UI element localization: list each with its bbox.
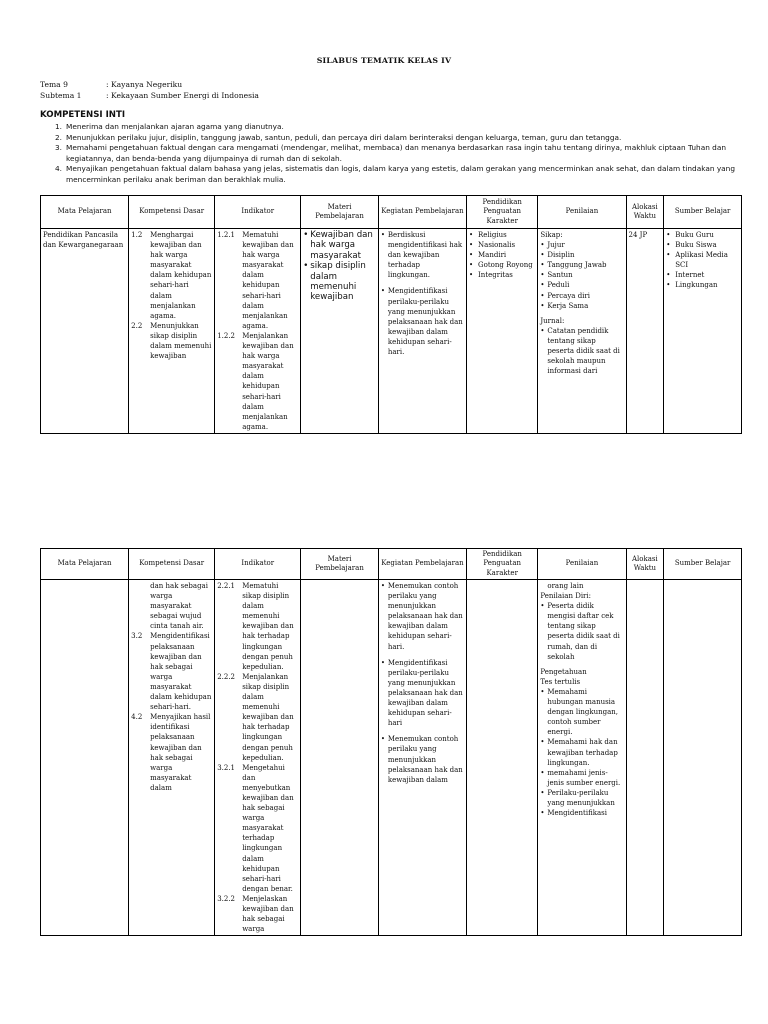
kd-item	[131, 712, 212, 793]
indikator-item	[217, 894, 298, 934]
kd-text: Mengidentifikasi pelaksanaan kewajiban dan hak sebagai warga masyarakat dalam kehidupan sehari-hari.	[150, 632, 212, 712]
ki-item	[40, 164, 752, 185]
header-kegiatan: Kegiatan Pembelajaran	[378, 196, 466, 229]
tema-value: : Kayanya Negeriku	[106, 80, 183, 89]
karakter-item: • Mandiri	[469, 250, 535, 260]
kd-number: 2.2	[131, 321, 143, 330]
cell-waktu	[626, 580, 664, 936]
ki-text: Memahami pengetahuan faktual dengan cara mengamati (mendengar, melihat, membaca) dan menanya berdasarkan rasa ingin tahu tentang dirinya, makhluk ciptaan Tuhan dan kegiatannya, dan benda-benda yang dijumpainya di rumah dan di sekolah.	[66, 143, 726, 163]
karakter-item: • Nasionalis	[469, 240, 535, 250]
cell-waktu	[626, 229, 664, 434]
subtema-value: : Kekayaan Sumber Energi di Indonesia	[106, 91, 259, 100]
indikator-number: 3.2.2	[217, 894, 235, 903]
sikap-item: • Tanggung Jawab	[540, 260, 623, 270]
sikap-item: • Jujur	[540, 240, 623, 250]
sumber-item: • Aplikasi Media SCI	[666, 250, 739, 270]
header-penilaian: Penilaian	[538, 196, 626, 229]
sikap-list	[540, 240, 623, 311]
indikator-number: 1.2.1	[217, 231, 235, 239]
header-penilaian: Penilaian	[538, 549, 626, 580]
sumber-item: • Internet	[666, 270, 739, 280]
sikap-item: • Disiplin	[540, 250, 623, 260]
jurnal-label: Jurnal:	[540, 316, 565, 325]
header-karakter: Pendidikan Penguatan Karakter	[467, 196, 538, 229]
kd-number: 3.2	[131, 632, 143, 641]
tema-label: Tema 9	[40, 80, 68, 89]
indikator-number: 3.2.1	[217, 763, 235, 772]
cell-kd	[129, 229, 215, 434]
pengetahuan-item: • memahami jenis-jenis sumber energi.	[540, 768, 623, 788]
ki-text: Menerima dan menjalankan ajaran agama yang dianutnya.	[66, 122, 284, 131]
karakter-item: • Religius	[469, 230, 535, 240]
cell-karakter	[467, 580, 538, 936]
kd-item	[131, 631, 212, 712]
penilaian-diri-item: • Peserta didik mengisi daftar cek tentang sikap peserta didik saat di rumah, dan di sekolah	[540, 601, 623, 662]
header-indikator: Indikator	[215, 196, 301, 229]
indikator-item	[217, 230, 298, 331]
indikator-text: Mengetahui dan menyebutkan kewajiban dan hak sebagai warga masyarakat terhadap lingkungan dalam kehidupan sehari-hari dengan benar.	[242, 763, 294, 893]
syllabus-table-2	[40, 548, 742, 936]
cell-materi	[301, 580, 379, 936]
sumber-item: • Buku Siswa	[666, 240, 739, 250]
indikator-text: Mematuhi sikap disiplin dalam memenuhi kewajiban dan hak terhadap lingkungan dengan penuh kepedulian.	[242, 582, 294, 671]
ki-item	[40, 122, 752, 133]
subtema-label: Subtema 1	[40, 91, 82, 100]
materi-item: • sikap disiplin dalam memenuhi kewajiban	[303, 261, 376, 303]
jurnal-item: • Catatan pendidik tentang sikap peserta didik saat di sekolah maupun informasi dari	[540, 326, 623, 376]
pengetahuan-item: • Perilaku-perilaku yang menunjukkan	[540, 788, 623, 808]
cell-karakter	[467, 229, 538, 434]
kegiatan-item: • Menemukan contoh perilaku yang menunjukkan pelaksanaan hak dan kewajiban dalam	[381, 734, 464, 784]
ki-number: 1.	[55, 122, 63, 131]
pengetahuan-item: • Memahami hubungan manusia dengan lingkungan, contoh sumber energi.	[540, 687, 623, 737]
sikap-item: • Peduli	[540, 280, 623, 290]
subtema-line	[40, 91, 259, 100]
tes-label: Tes tertulis	[540, 677, 581, 686]
materi-list	[303, 230, 376, 303]
cell-indikator	[215, 229, 301, 434]
sikap-item: • Kerja Sama	[540, 301, 623, 311]
kd-text: Menunjukkan sikap disiplin dalam memenuhi kewajiban	[150, 321, 212, 361]
cell-kegiatan	[378, 580, 466, 936]
kd-text: Menghargai kewajiban dan hak warga masyarakat dalam kehidupan sehari-hari dalam menjalankan agama.	[150, 231, 212, 320]
header-materi: Materi Pembelajaran	[301, 196, 379, 229]
header-mapel: Mata Pelajaran	[41, 549, 129, 580]
indikator-item	[217, 581, 298, 672]
indikator-item	[217, 331, 298, 432]
ki-number: 4.	[55, 164, 63, 174]
cell-mapel	[41, 229, 129, 434]
cell-penilaian	[538, 229, 626, 434]
page-title: SILABUS TEMATIK KELAS IV	[316, 56, 452, 65]
kd-item	[131, 230, 212, 321]
ki-number: 2.	[55, 132, 63, 142]
indikator-item	[217, 763, 298, 894]
kd-number: 4.2	[131, 713, 143, 722]
header-kd: Kompetensi Dasar	[129, 549, 215, 580]
ki-number: 3.	[55, 143, 63, 153]
sumber-item: • Buku Guru	[666, 230, 739, 240]
pengetahuan-item: • Memahami hak dan kewajiban terhadap lingkungan.	[540, 737, 623, 767]
kegiatan-list	[381, 230, 464, 357]
ki-item	[40, 133, 752, 144]
table-row	[41, 229, 742, 434]
penilaian-diri-label: Penilaian Diri:	[540, 592, 591, 601]
indikator-number: 2.2.2	[217, 672, 235, 681]
header-mapel: Mata Pelajaran	[41, 196, 129, 229]
pengetahuan-label: Pengetahuan	[540, 667, 587, 676]
indikator-number: 1.2.2	[217, 331, 235, 340]
kd-item	[131, 321, 212, 361]
indikator-text: Menjelaskan kewajiban dan hak sebagai warga	[242, 894, 294, 934]
penilaian-diri-list	[540, 601, 623, 662]
indikator-text: Menjalankan sikap disiplin dalam memenuhi kewajiban dan hak terhadap lingkungan dengan penuh kepedulian.	[242, 672, 294, 762]
sikap-item: • Santun	[540, 270, 623, 280]
kegiatan-item: • Berdiskusi mengidentifikasi hak dan kewajiban terhadap lingkungan.	[381, 230, 464, 280]
kegiatan-item: • Mengidentifikasi perilaku-perilaku yang menunjukkan pelaksanaan hak dan kewajiban dalam kehidupan sehari-hari.	[381, 286, 464, 357]
kegiatan-list	[381, 581, 464, 785]
ki-text: Menyajikan pengetahuan faktual dalam bahasa yang jelas, sistematis dan logis, dalam karya yang estetis, dalam gerakan yang mencerminkan anak sehat, dan dalam tindakan yang mencerminkan perilaku anak beriman dan berakhlak mulia.	[66, 164, 735, 184]
kegiatan-item: • Menemukan contoh perilaku yang menunjukkan pelaksanaan hak dan kewajiban dalam kehidupan sehari-hari.	[381, 581, 464, 652]
header-kd: Kompetensi Dasar	[129, 196, 215, 229]
karakter-item: • Gotong Royong	[469, 260, 535, 270]
karakter-item: • Integritas	[469, 270, 535, 280]
kd-text: Menyajikan hasil identifikasi pelaksanaan kewajiban dan hak sebagai warga masyarakat dalam	[150, 713, 211, 792]
waktu-text: 24 JP	[628, 231, 648, 239]
header-waktu: Alokasi Waktu	[626, 196, 664, 229]
header-waktu: Alokasi Waktu	[626, 549, 664, 580]
cell-penilaian	[538, 580, 626, 936]
cell-materi	[301, 229, 379, 434]
mapel-text: Pendidikan Pancasila dan Kewarganegaraan	[43, 231, 124, 250]
sumber-item: • Lingkungan	[666, 280, 739, 290]
table-header-row	[41, 196, 742, 229]
penilaian-continuation: orang lain	[547, 582, 584, 590]
indikator-text: Mematuhi kewajiban dan hak warga masyarakat dalam kehidupan sehari-hari dalam menjalankan agama.	[242, 231, 294, 330]
header-sumber: Sumber Belajar	[664, 549, 742, 580]
syllabus-table-1	[40, 195, 742, 434]
header-karakter: Pendidikan Penguatan Karakter	[467, 549, 538, 580]
pengetahuan-item: • Mengidentifikasi	[540, 808, 623, 818]
pengetahuan-list	[540, 687, 623, 818]
karakter-list	[469, 230, 535, 280]
sikap-label: Sikap:	[540, 231, 563, 239]
kompetensi-inti-list	[40, 122, 752, 186]
cell-sumber	[664, 580, 742, 936]
header-sumber: Sumber Belajar	[664, 196, 742, 229]
kd-number: 1.2	[131, 231, 143, 239]
sumber-list	[666, 230, 739, 291]
ki-item	[40, 143, 752, 164]
sikap-item: • Percaya diri	[540, 291, 623, 301]
table-row	[41, 580, 742, 936]
table-header-row	[41, 549, 742, 580]
kompetensi-inti-heading: KOMPETENSI INTI	[40, 110, 126, 120]
ki-text: Menunjukkan perilaku jujur, disiplin, tanggung jawab, santun, peduli, dan percaya diri dalam berinteraksi dengan keluarga, teman, guru dan tetangga.	[66, 132, 622, 142]
cell-sumber	[664, 229, 742, 434]
indikator-text: Menjalankan kewajiban dan hak warga masyarakat dalam kehidupan sehari-hari dalam menjalankan agama.	[242, 331, 294, 431]
header-indikator: Indikator	[215, 549, 301, 580]
header-kegiatan: Kegiatan Pembelajaran	[378, 549, 466, 580]
indikator-item	[217, 672, 298, 763]
materi-item: • Kewajiban dan hak warga masyarakat	[303, 230, 376, 261]
header-materi: Materi Pembelajaran	[301, 549, 379, 580]
cell-kegiatan	[378, 229, 466, 434]
jurnal-list	[540, 326, 623, 376]
cell-indikator	[215, 580, 301, 936]
kegiatan-item: • Mengidentifikasi perilaku-perilaku yang menunjukkan pelaksanaan hak dan kewajiban dalam kehidupan sehari-hari	[381, 658, 464, 729]
kd-continuation: dan hak sebagai warga masyarakat sebagai wujud cinta tanah air.	[150, 582, 208, 631]
indikator-number: 2.2.1	[217, 582, 235, 590]
cell-kd	[129, 580, 215, 936]
tema-line	[40, 80, 182, 89]
cell-mapel	[41, 580, 129, 936]
